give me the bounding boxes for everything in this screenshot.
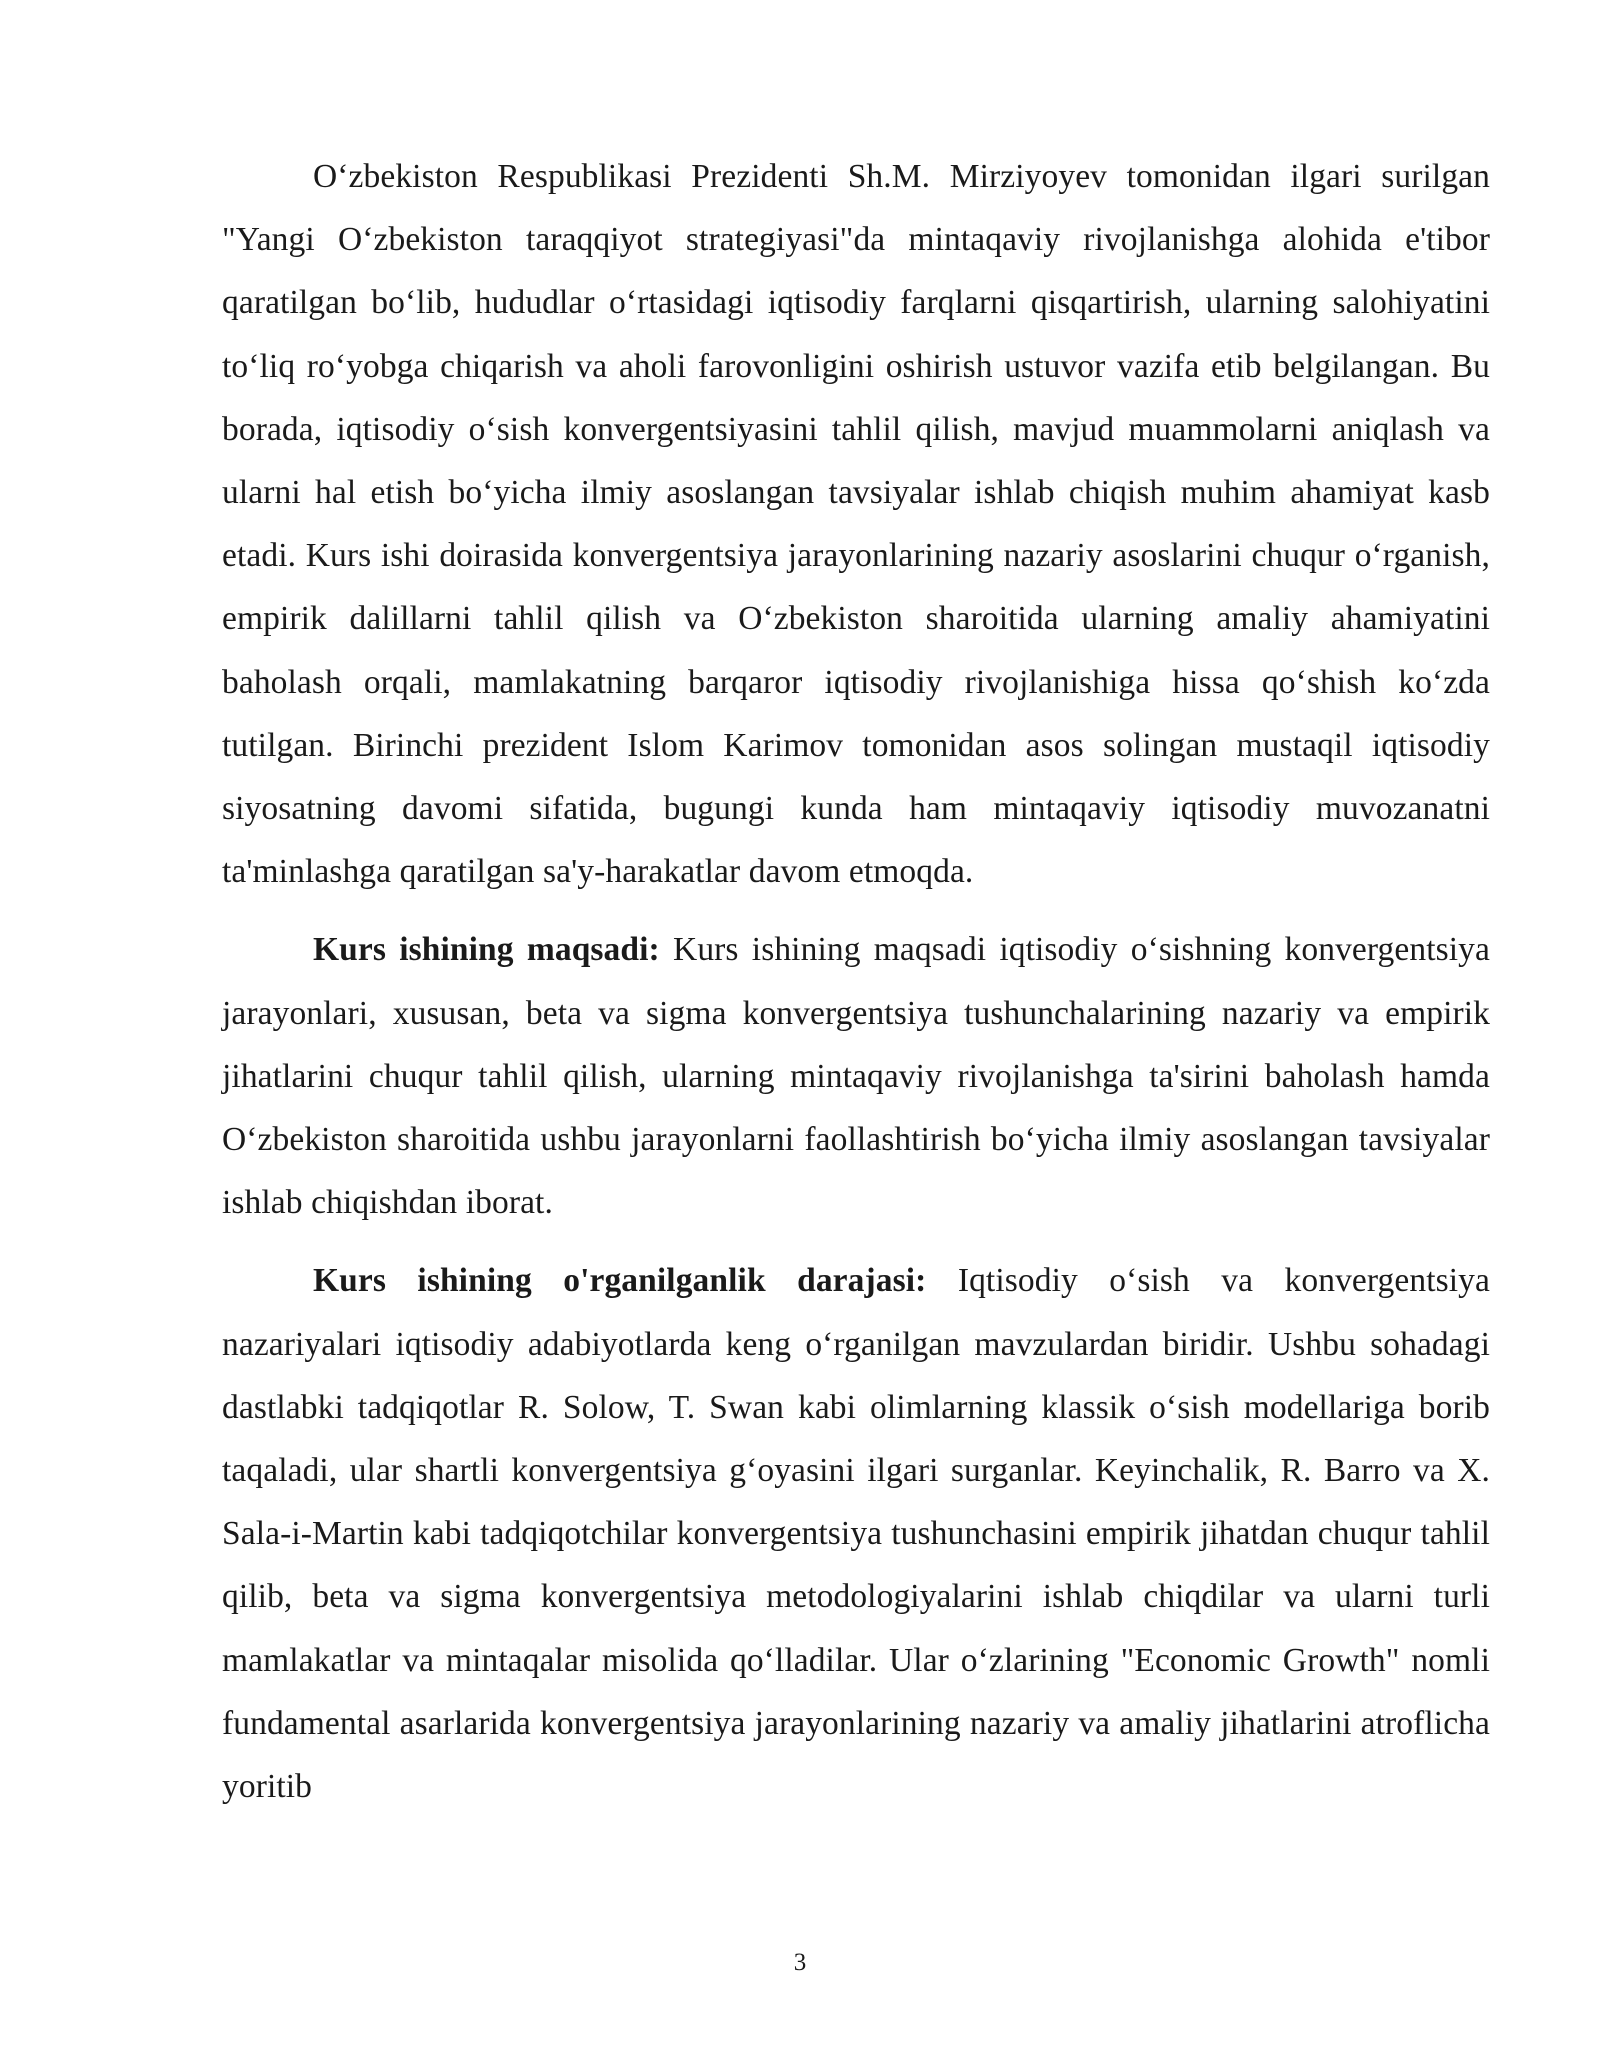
paragraph-goal-text: Kurs ishining maqsadi iqtisodiy oʻsishning konvergentsiya jarayonlari, xususan, beta va sigma konvergentsiya tushunchalarining nazariy va empirik jihatlarini chuqur tahlil qilish, ularning mintaqaviy rivojlanishga ta'sirini baholash hamda Oʻzbekiston sharoitida ushbu jarayonlarni faollashtirish boʻyicha ilmiy asoslangan tavsiyalar ishlab chiqishdan iborat. xyxy=(222,931,1490,1222)
paragraph-goal-heading: Kurs ishining maqsadi: xyxy=(313,931,660,969)
paragraph-study-level-text: Iqtisodiy oʻsish va konvergentsiya nazariyalari iqtisodiy adabiyotlarda keng oʻrganilgan mavzulardan biridir. Ushbu sohadagi dastlabki tadqiqotlar R. Solow, T. Swan kabi olimlarning klassik oʻsish modellariga borib taqaladi, ular shartli konvergentsiya gʻoyasini ilgari surganlar. Keyinchalik, R. Barro va X. Sala-i-Martin kabi tadqiqotchilar konvergentsiya tushunchasini empirik jihatdan chuqur tahlil qilib, beta va sigma konvergentsiya metodologiyalarini ishlab chiqdilar va ularni turli mamlakatlar va mintaqalar misolida qoʻlladilar. Ular oʻzlarining "Economic Growth" nomli fundamental asarlarida konvergentsiya jarayonlarining nazariy va amaliy jihatlarini atroflicha yoritib xyxy=(222,1262,1490,1806)
paragraph-goal xyxy=(222,918,1490,1234)
document-body xyxy=(222,145,1490,1818)
page-number: 3 xyxy=(793,1949,807,1976)
paragraph-introduction xyxy=(222,145,1490,903)
paragraph-study-level xyxy=(222,1249,1490,1818)
paragraph-study-level-heading: Kurs ishining o'rganilganlik darajasi: xyxy=(313,1262,927,1300)
paragraph-introduction-text: Oʻzbekiston Respublikasi Prezidenti Sh.M. Mirziyoyev tomonidan ilgari surilgan "Yangi Oʻzbekiston taraqqiyot strategiyasi"da mintaqaviy rivojlanishga alohida e'tibor qaratilgan boʻlib, hududlar oʻrtasidagi iqtisodiy farqlarni qisqartirish, ularning salohiyatini toʻliq roʻyobga chiqarish va aholi farovonligini oshirish ustuvor vazifa etib belgilangan. Bu borada, iqtisodiy oʻsish konvergentsiyasini tahlil qilish, mavjud muammolarni aniqlash va ularni hal etish boʻyicha ilmiy asoslangan tavsiyalar ishlab chiqish muhim ahamiyat kasb etadi. Kurs ishi doirasida konvergentsiya jarayonlarining nazariy asoslarini chuqur oʻrganish, empirik dalillarni tahlil qilish va Oʻzbekiston sharoitida ularning amaliy ahamiyatini baholash orqali, mamlakatning barqaror iqtisodiy rivojlanishiga hissa qoʻshish koʻzda tutilgan. Birinchi prezident Islom Karimov tomonidan asos solingan mustaqil iqtisodiy siyosatning davomi sifatida, bugungi kunda ham mintaqaviy iqtisodiy muvozanatni ta'minlashga qaratilgan sa'y-harakatlar davom etmoqda. xyxy=(222,158,1490,891)
